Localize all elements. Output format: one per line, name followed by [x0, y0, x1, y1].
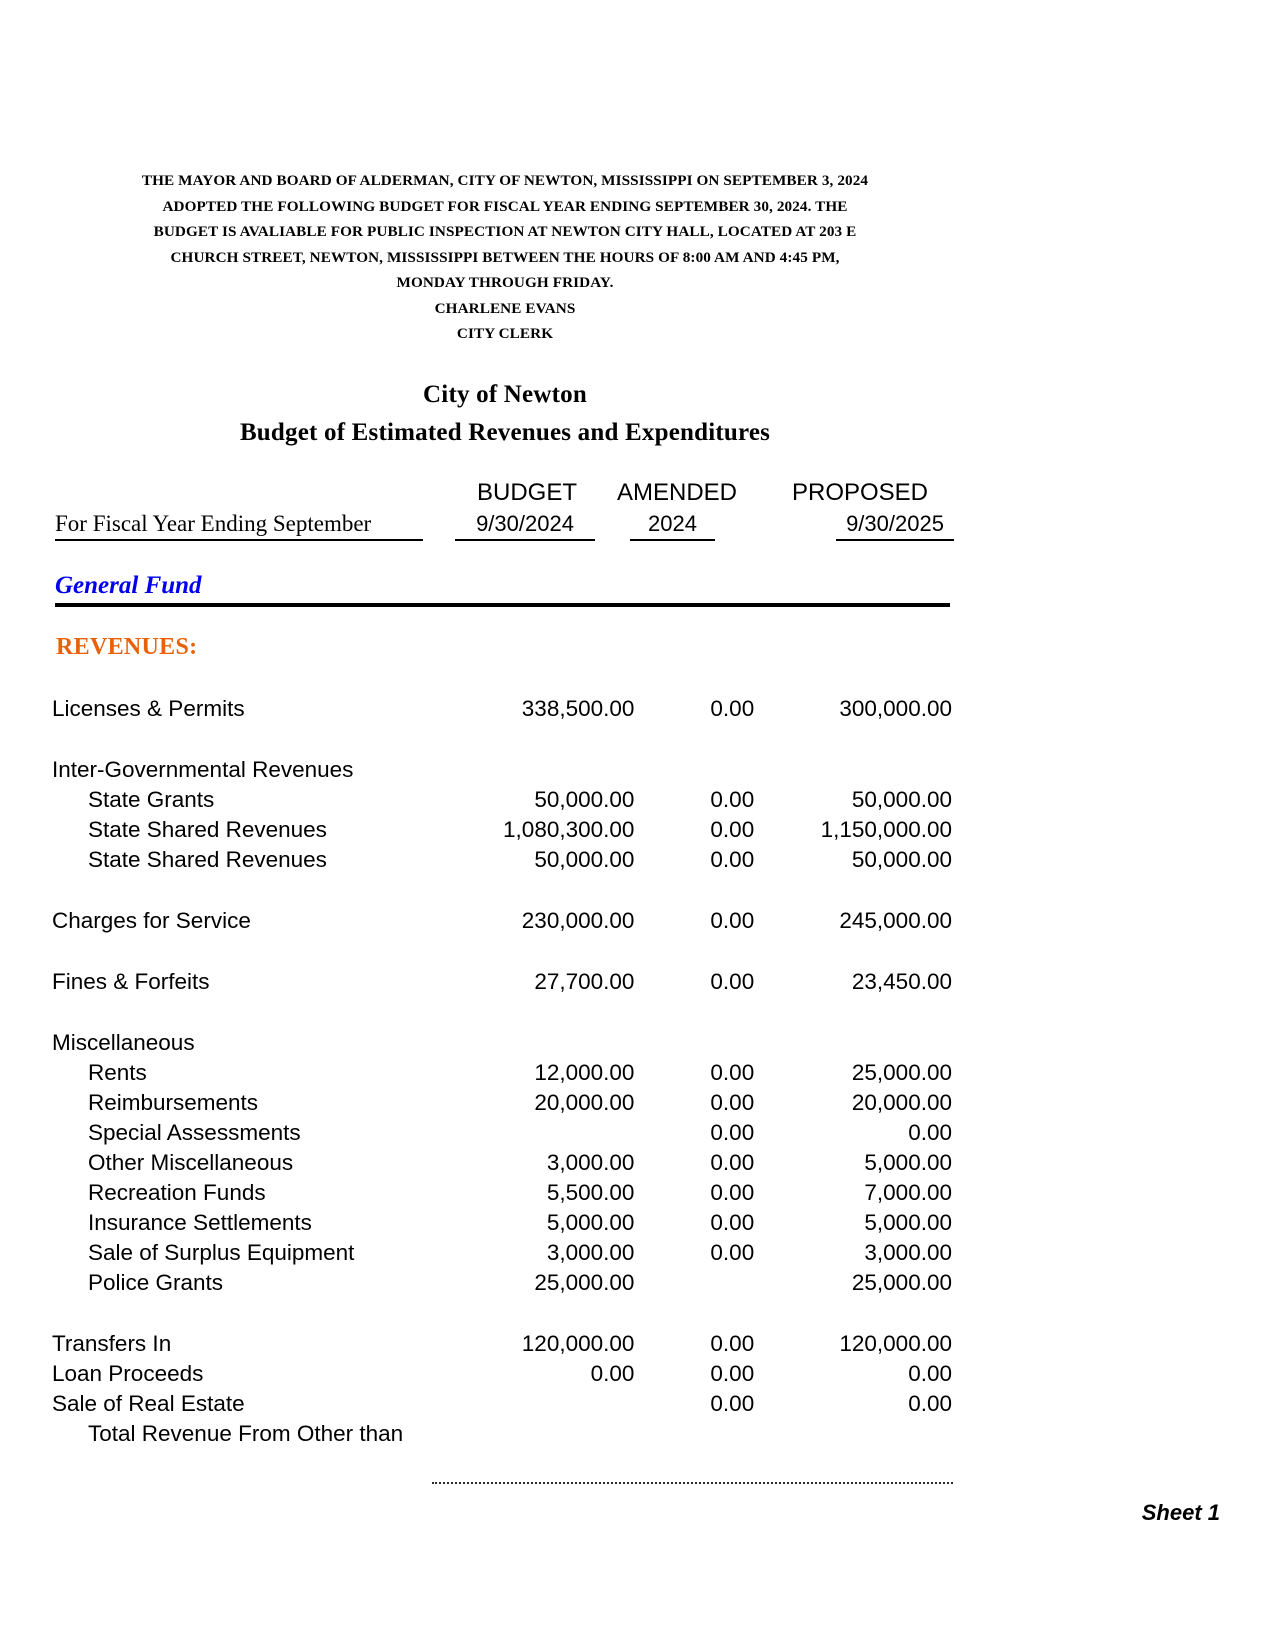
cell-proposed [784, 1028, 952, 1058]
cell-amended [638, 875, 784, 906]
table-row [52, 845, 952, 875]
table-row [52, 1178, 952, 1208]
cell-budget [467, 1389, 639, 1419]
column-subheader-amended-year: 2024 [630, 511, 715, 541]
cell-budget: 27,700.00 [534, 969, 635, 994]
table-row [52, 1028, 952, 1058]
cell-proposed: 7,000.00 [864, 1180, 952, 1205]
cell-amended: 0.00 [710, 908, 755, 933]
row-label [52, 936, 467, 967]
cell-amended: 0.00 [710, 817, 755, 842]
cell-amended: 0.00 [710, 787, 755, 812]
row-label: Sale of Surplus Equipment [88, 1240, 355, 1265]
notice-line: THE MAYOR AND BOARD OF ALDERMAN, CITY OF NEWTON, MISSISSIPPI ON SEPTEMBER 3, 2024 [141, 172, 869, 189]
cell-amended [638, 1028, 784, 1058]
cell-amended [638, 997, 784, 1028]
row-label: Recreation Funds [88, 1180, 266, 1205]
revenues-section-label: REVENUES: [56, 634, 198, 660]
cell-amended: 0.00 [710, 1060, 755, 1085]
cell-budget [467, 875, 639, 906]
table-row-spacer [52, 936, 952, 967]
cell-proposed: 25,000.00 [851, 1270, 952, 1295]
cell-budget [467, 755, 639, 785]
budget-line-items-table [52, 694, 952, 1449]
cell-budget [467, 1419, 639, 1449]
cell-proposed: 3,000.00 [864, 1240, 952, 1265]
cell-budget [467, 1298, 639, 1329]
cell-proposed: 0.00 [908, 1120, 952, 1145]
cell-budget: 50,000.00 [534, 787, 635, 812]
total-row-dotted-rule [432, 1482, 953, 1484]
table-row [52, 815, 952, 845]
cell-proposed: 120,000.00 [839, 1331, 952, 1356]
cell-proposed [784, 936, 952, 967]
notice-line: CHURCH STREET, NEWTON, MISSISSIPPI BETWEEN THE HOURS OF 8:00 AM AND 4:45 PM, [170, 248, 840, 266]
table-row [52, 1208, 952, 1238]
column-header-amended: AMENDED [616, 479, 737, 506]
cell-amended: 0.00 [710, 1120, 755, 1145]
row-label: Insurance Settlements [88, 1210, 312, 1235]
cell-proposed: 25,000.00 [851, 1060, 952, 1085]
cell-amended: 0.00 [710, 1210, 755, 1235]
cell-budget: 5,000.00 [546, 1210, 635, 1235]
table-row-spacer [52, 875, 952, 906]
column-header-proposed: PROPOSED [791, 479, 929, 506]
table-row [52, 755, 952, 785]
cell-proposed [784, 1419, 952, 1449]
cell-proposed: 5,000.00 [864, 1210, 952, 1235]
cell-budget: 338,500.00 [521, 696, 635, 721]
cell-budget: 230,000.00 [521, 908, 635, 933]
table-row [52, 1389, 952, 1419]
cell-proposed: 300,000.00 [839, 696, 952, 721]
table-row [52, 1329, 952, 1359]
notice-line: CITY CLERK [456, 325, 554, 342]
cell-proposed: 1,150,000.00 [820, 817, 952, 842]
cell-budget: 120,000.00 [521, 1331, 635, 1356]
cell-amended: 0.00 [710, 969, 755, 994]
cell-proposed: 50,000.00 [851, 847, 952, 872]
row-label: State Grants [88, 787, 215, 812]
row-label: State Shared Revenues [88, 847, 327, 872]
table-row [52, 785, 952, 815]
cell-budget [467, 724, 639, 755]
table-row [52, 1118, 952, 1148]
row-label: Transfers In [52, 1331, 172, 1356]
cell-budget: 3,000.00 [546, 1240, 635, 1265]
row-label: Special Assessments [88, 1120, 301, 1145]
notice-line: MONDAY THROUGH FRIDAY. [396, 274, 614, 291]
page-subtitle: Budget of Estimated Revenues and Expenditures [239, 419, 771, 446]
row-label: Total Revenue From Other than [88, 1421, 404, 1446]
cell-amended [638, 936, 784, 967]
cell-amended: 0.00 [710, 1090, 755, 1115]
cell-proposed [784, 724, 952, 755]
cell-budget: 50,000.00 [534, 847, 635, 872]
cell-amended: 0.00 [710, 1361, 755, 1386]
cell-proposed: 5,000.00 [864, 1150, 952, 1175]
column-header-budget: BUDGET [476, 479, 577, 506]
notice-line: BUDGET IS AVALIABLE FOR PUBLIC INSPECTION AT NEWTON CITY HALL, LOCATED AT 203 E [153, 223, 857, 240]
cell-budget: 1,080,300.00 [503, 817, 635, 842]
cell-amended: 0.00 [710, 1180, 755, 1205]
table-row [52, 906, 952, 936]
table-row-spacer [52, 997, 952, 1028]
table-row [52, 1238, 952, 1268]
cell-budget: 20,000.00 [534, 1090, 635, 1115]
cell-proposed [784, 875, 952, 906]
row-label [52, 1298, 467, 1329]
cell-budget: 5,500.00 [546, 1180, 635, 1205]
cell-amended: 0.00 [710, 1240, 755, 1265]
row-label: Loan Proceeds [52, 1361, 204, 1386]
fund-section-heading: General Fund [55, 572, 950, 607]
table-row [52, 1419, 952, 1449]
cell-proposed [784, 997, 952, 1028]
row-label: Charges for Service [52, 908, 251, 933]
cell-budget [467, 1028, 639, 1058]
table-row [52, 1268, 952, 1298]
cell-amended: 0.00 [710, 847, 755, 872]
notice-line: ADOPTED THE FOLLOWING BUDGET FOR FISCAL YEAR ENDING SEPTEMBER 30, 2024. THE [162, 197, 848, 215]
row-label [52, 875, 467, 906]
row-label [52, 997, 467, 1028]
row-label: Licenses & Permits [52, 696, 245, 721]
cell-budget: 3,000.00 [546, 1150, 635, 1175]
cell-amended [638, 1268, 784, 1298]
notice-line: CHARLENE EVANS [434, 299, 576, 317]
row-label: Fines & Forfeits [52, 969, 210, 994]
cell-budget: 0.00 [590, 1361, 635, 1386]
cell-amended: 0.00 [710, 1150, 755, 1175]
column-subheader-proposed-date: 9/30/2025 [836, 511, 954, 541]
column-subheader-budget-date: 9/30/2024 [455, 511, 595, 541]
table-row [52, 1148, 952, 1178]
cell-proposed: 0.00 [908, 1391, 952, 1416]
cell-proposed: 0.00 [908, 1361, 952, 1386]
row-header-label: For Fiscal Year Ending September [55, 511, 423, 541]
cell-amended: 0.00 [710, 696, 755, 721]
cell-amended: 0.00 [710, 1331, 755, 1356]
row-label: State Shared Revenues [88, 817, 327, 842]
cell-amended [638, 1298, 784, 1329]
row-label [52, 724, 467, 755]
cell-proposed [784, 1298, 952, 1329]
table-row-spacer [52, 724, 952, 755]
cell-budget: 12,000.00 [534, 1060, 635, 1085]
table-row [52, 1058, 952, 1088]
cell-budget [467, 936, 639, 967]
cell-proposed: 23,450.00 [851, 969, 952, 994]
table-row [52, 1359, 952, 1389]
table-row-spacer [52, 1298, 952, 1329]
table-row [52, 967, 952, 997]
cell-budget: 25,000.00 [534, 1270, 635, 1295]
table-row [52, 1088, 952, 1118]
row-label: Rents [88, 1060, 147, 1085]
cell-proposed: 245,000.00 [839, 908, 952, 933]
page-title: City of Newton [423, 381, 587, 408]
row-label: Miscellaneous [52, 1030, 195, 1055]
table-row [52, 694, 952, 724]
cell-amended [638, 724, 784, 755]
row-label: Reimbursements [88, 1090, 259, 1115]
sheet-footer: Sheet 1 [1141, 1500, 1220, 1525]
cell-amended [638, 755, 784, 785]
row-label: Inter-Governmental Revenues [52, 757, 354, 782]
cell-proposed [784, 755, 952, 785]
cell-budget [467, 997, 639, 1028]
cell-budget [467, 1118, 639, 1148]
cell-amended [638, 1419, 784, 1449]
cell-proposed: 20,000.00 [851, 1090, 952, 1115]
public-notice-block [55, 168, 955, 347]
cell-amended: 0.00 [710, 1391, 755, 1416]
row-label: Police Grants [88, 1270, 224, 1295]
row-label: Other Miscellaneous [88, 1150, 294, 1175]
row-label: Sale of Real Estate [52, 1391, 245, 1416]
cell-proposed: 50,000.00 [851, 787, 952, 812]
